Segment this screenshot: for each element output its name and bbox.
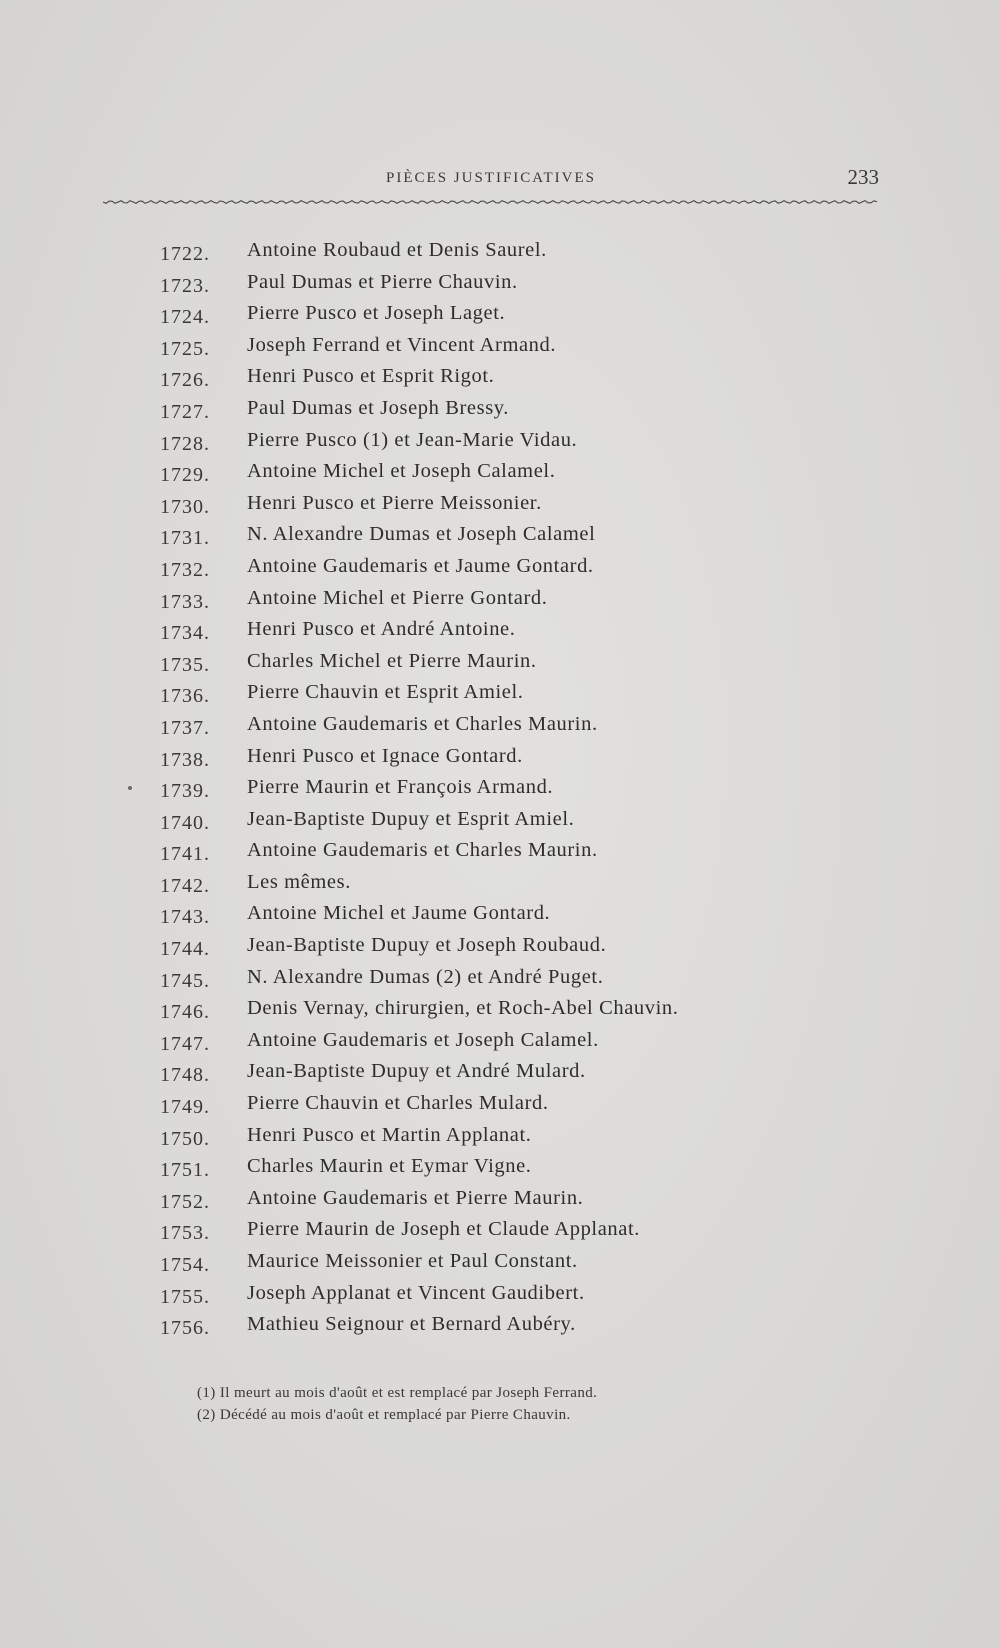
list-item [160, 745, 860, 777]
entry-year: 1752. [160, 1190, 210, 1213]
entry-names: Pierre Chauvin et Esprit Amiel. [247, 681, 524, 704]
entry-names: Antoine Gaudemaris et Charles Maurin. [247, 839, 598, 862]
footnotes [197, 1385, 837, 1429]
list-item [160, 429, 860, 461]
list-item [160, 902, 860, 934]
entry-year: 1745. [160, 969, 210, 992]
entry-names: Antoine Michel et Joseph Calamel. [247, 460, 556, 483]
list-item [160, 776, 860, 808]
list-item [160, 681, 860, 713]
list-item [160, 365, 860, 397]
entry-year: 1747. [160, 1032, 210, 1055]
entry-year: 1737. [160, 716, 210, 739]
entry-year: 1723. [160, 274, 210, 297]
entry-year: 1725. [160, 337, 210, 360]
entry-names: Antoine Gaudemaris et Joseph Calamel. [247, 1028, 599, 1051]
entry-year: 1732. [160, 558, 210, 581]
entry-year: 1749. [160, 1096, 210, 1119]
entry-year: 1755. [160, 1285, 210, 1308]
list-item [160, 397, 860, 429]
footnote-1: (1) Il meurt au mois d'août et est remplacé par Joseph Ferrand. [197, 1385, 598, 1401]
entry-names: Paul Dumas et Pierre Chauvin. [247, 270, 518, 293]
list-item [160, 1029, 860, 1061]
entries-list [160, 239, 860, 1345]
list-item [160, 934, 860, 966]
entry-names: Henri Pusco et Ignace Gontard. [247, 744, 523, 767]
entry-year: 1733. [160, 590, 210, 613]
list-item [160, 271, 860, 303]
entry-year: 1735. [160, 653, 210, 676]
page-number: 233 [847, 165, 879, 189]
list-item [160, 239, 860, 271]
running-head [103, 165, 879, 198]
entry-year: 1742. [160, 874, 210, 897]
entry-year: 1741. [160, 843, 210, 866]
entry-names: Joseph Ferrand et Vincent Armand. [247, 333, 557, 356]
list-item [160, 334, 860, 366]
entry-names: Henri Pusco et Esprit Rigot. [247, 365, 495, 388]
entry-names: Jean-Baptiste Dupuy et André Mulard. [247, 1060, 586, 1083]
entry-names: Joseph Applanat et Vincent Gaudibert. [247, 1281, 585, 1304]
entry-year: 1751. [160, 1159, 210, 1182]
entry-year: 1729. [160, 464, 210, 487]
list-item [160, 808, 860, 840]
list-item [160, 966, 860, 998]
entry-year: 1734. [160, 622, 210, 645]
list-item [160, 1187, 860, 1219]
list-item [160, 1218, 860, 1250]
list-item [160, 302, 860, 334]
entry-names: Maurice Meissonier et Paul Constant. [247, 1250, 578, 1272]
list-item [160, 1155, 860, 1187]
list-item [160, 839, 860, 871]
entry-names: Henri Pusco et Pierre Meissonier. [247, 491, 542, 514]
entry-year: 1724. [160, 306, 210, 329]
list-item [160, 1060, 860, 1092]
entry-names: Jean-Baptiste Dupuy et Joseph Roubaud. [247, 934, 607, 957]
entry-year: 1754. [160, 1254, 210, 1276]
list-item [160, 713, 860, 745]
entry-year: 1736. [160, 685, 210, 708]
entry-names: Les mêmes. [247, 870, 351, 893]
entry-year: 1750. [160, 1127, 210, 1150]
entry-year: 1730. [160, 495, 210, 518]
entry-names: Pierre Pusco et Joseph Laget. [247, 302, 506, 325]
entry-year: 1739. [160, 780, 210, 803]
entry-year: 1722. [160, 243, 210, 265]
list-item [160, 997, 860, 1029]
entry-names: Pierre Pusco (1) et Jean-Marie Vidau. [247, 428, 578, 451]
entry-names: Denis Vernay, chirurgien, et Roch-Abel Chauvin. [247, 997, 679, 1020]
entry-year: 1748. [160, 1064, 210, 1087]
entry-names: Pierre Maurin de Joseph et Claude Applanat. [247, 1218, 640, 1241]
list-item [160, 523, 860, 555]
list-item [160, 460, 860, 492]
entry-year: 1731. [160, 527, 210, 550]
list-item [160, 1250, 860, 1282]
entry-year: 1728. [160, 432, 210, 455]
entry-year: 1738. [160, 748, 210, 771]
entry-names: N. Alexandre Dumas et Joseph Calamel [247, 523, 596, 546]
running-title: PIÈCES JUSTIFICATIVES [386, 170, 596, 186]
entry-names: Antoine Roubaud et Denis Saurel. [247, 239, 547, 261]
entry-names: Antoine Gaudemaris et Pierre Maurin. [247, 1186, 584, 1209]
entry-year: 1740. [160, 811, 210, 834]
entry-year: 1726. [160, 369, 210, 392]
entry-year: 1756. [160, 1317, 210, 1340]
entry-names: Pierre Chauvin et Charles Mulard. [247, 1092, 549, 1115]
stray-mark [128, 786, 132, 790]
entry-year: 1743. [160, 906, 210, 929]
entry-names: Antoine Michel et Pierre Gontard. [247, 586, 548, 609]
entry-names: Henri Pusco et Martin Applanat. [247, 1123, 532, 1146]
footnote-2: (2) Décédé au mois d'août et remplacé par Pierre Chauvin. [197, 1407, 571, 1423]
header-rule [103, 199, 879, 205]
entry-names: Antoine Gaudemaris et Charles Maurin. [247, 712, 598, 735]
entry-names: Antoine Michel et Jaume Gontard. [247, 902, 551, 925]
entry-names: Mathieu Seignour et Bernard Aubéry. [247, 1313, 576, 1336]
list-item [160, 555, 860, 587]
list-item [160, 650, 860, 682]
entry-names: Charles Maurin et Eymar Vigne. [247, 1155, 532, 1178]
entry-names: Pierre Maurin et François Armand. [247, 776, 554, 799]
list-item [160, 1282, 860, 1314]
entry-year: 1746. [160, 1001, 210, 1024]
entry-names: Henri Pusco et André Antoine. [247, 618, 516, 641]
list-item [160, 1124, 860, 1156]
entry-names: N. Alexandre Dumas (2) et André Puget. [247, 965, 604, 988]
entry-names: Charles Michel et Pierre Maurin. [247, 649, 537, 672]
list-item [160, 1313, 860, 1345]
entry-year: 1744. [160, 938, 210, 961]
list-item [160, 587, 860, 619]
entry-names: Jean-Baptiste Dupuy et Esprit Amiel. [247, 807, 575, 830]
entry-names: Paul Dumas et Joseph Bressy. [247, 396, 510, 419]
entry-year: 1727. [160, 400, 210, 423]
entry-year: 1753. [160, 1222, 210, 1245]
list-item [160, 618, 860, 650]
entry-names: Antoine Gaudemaris et Jaume Gontard. [247, 554, 594, 577]
list-item [160, 492, 860, 524]
list-item [160, 871, 860, 903]
list-item [160, 1092, 860, 1124]
